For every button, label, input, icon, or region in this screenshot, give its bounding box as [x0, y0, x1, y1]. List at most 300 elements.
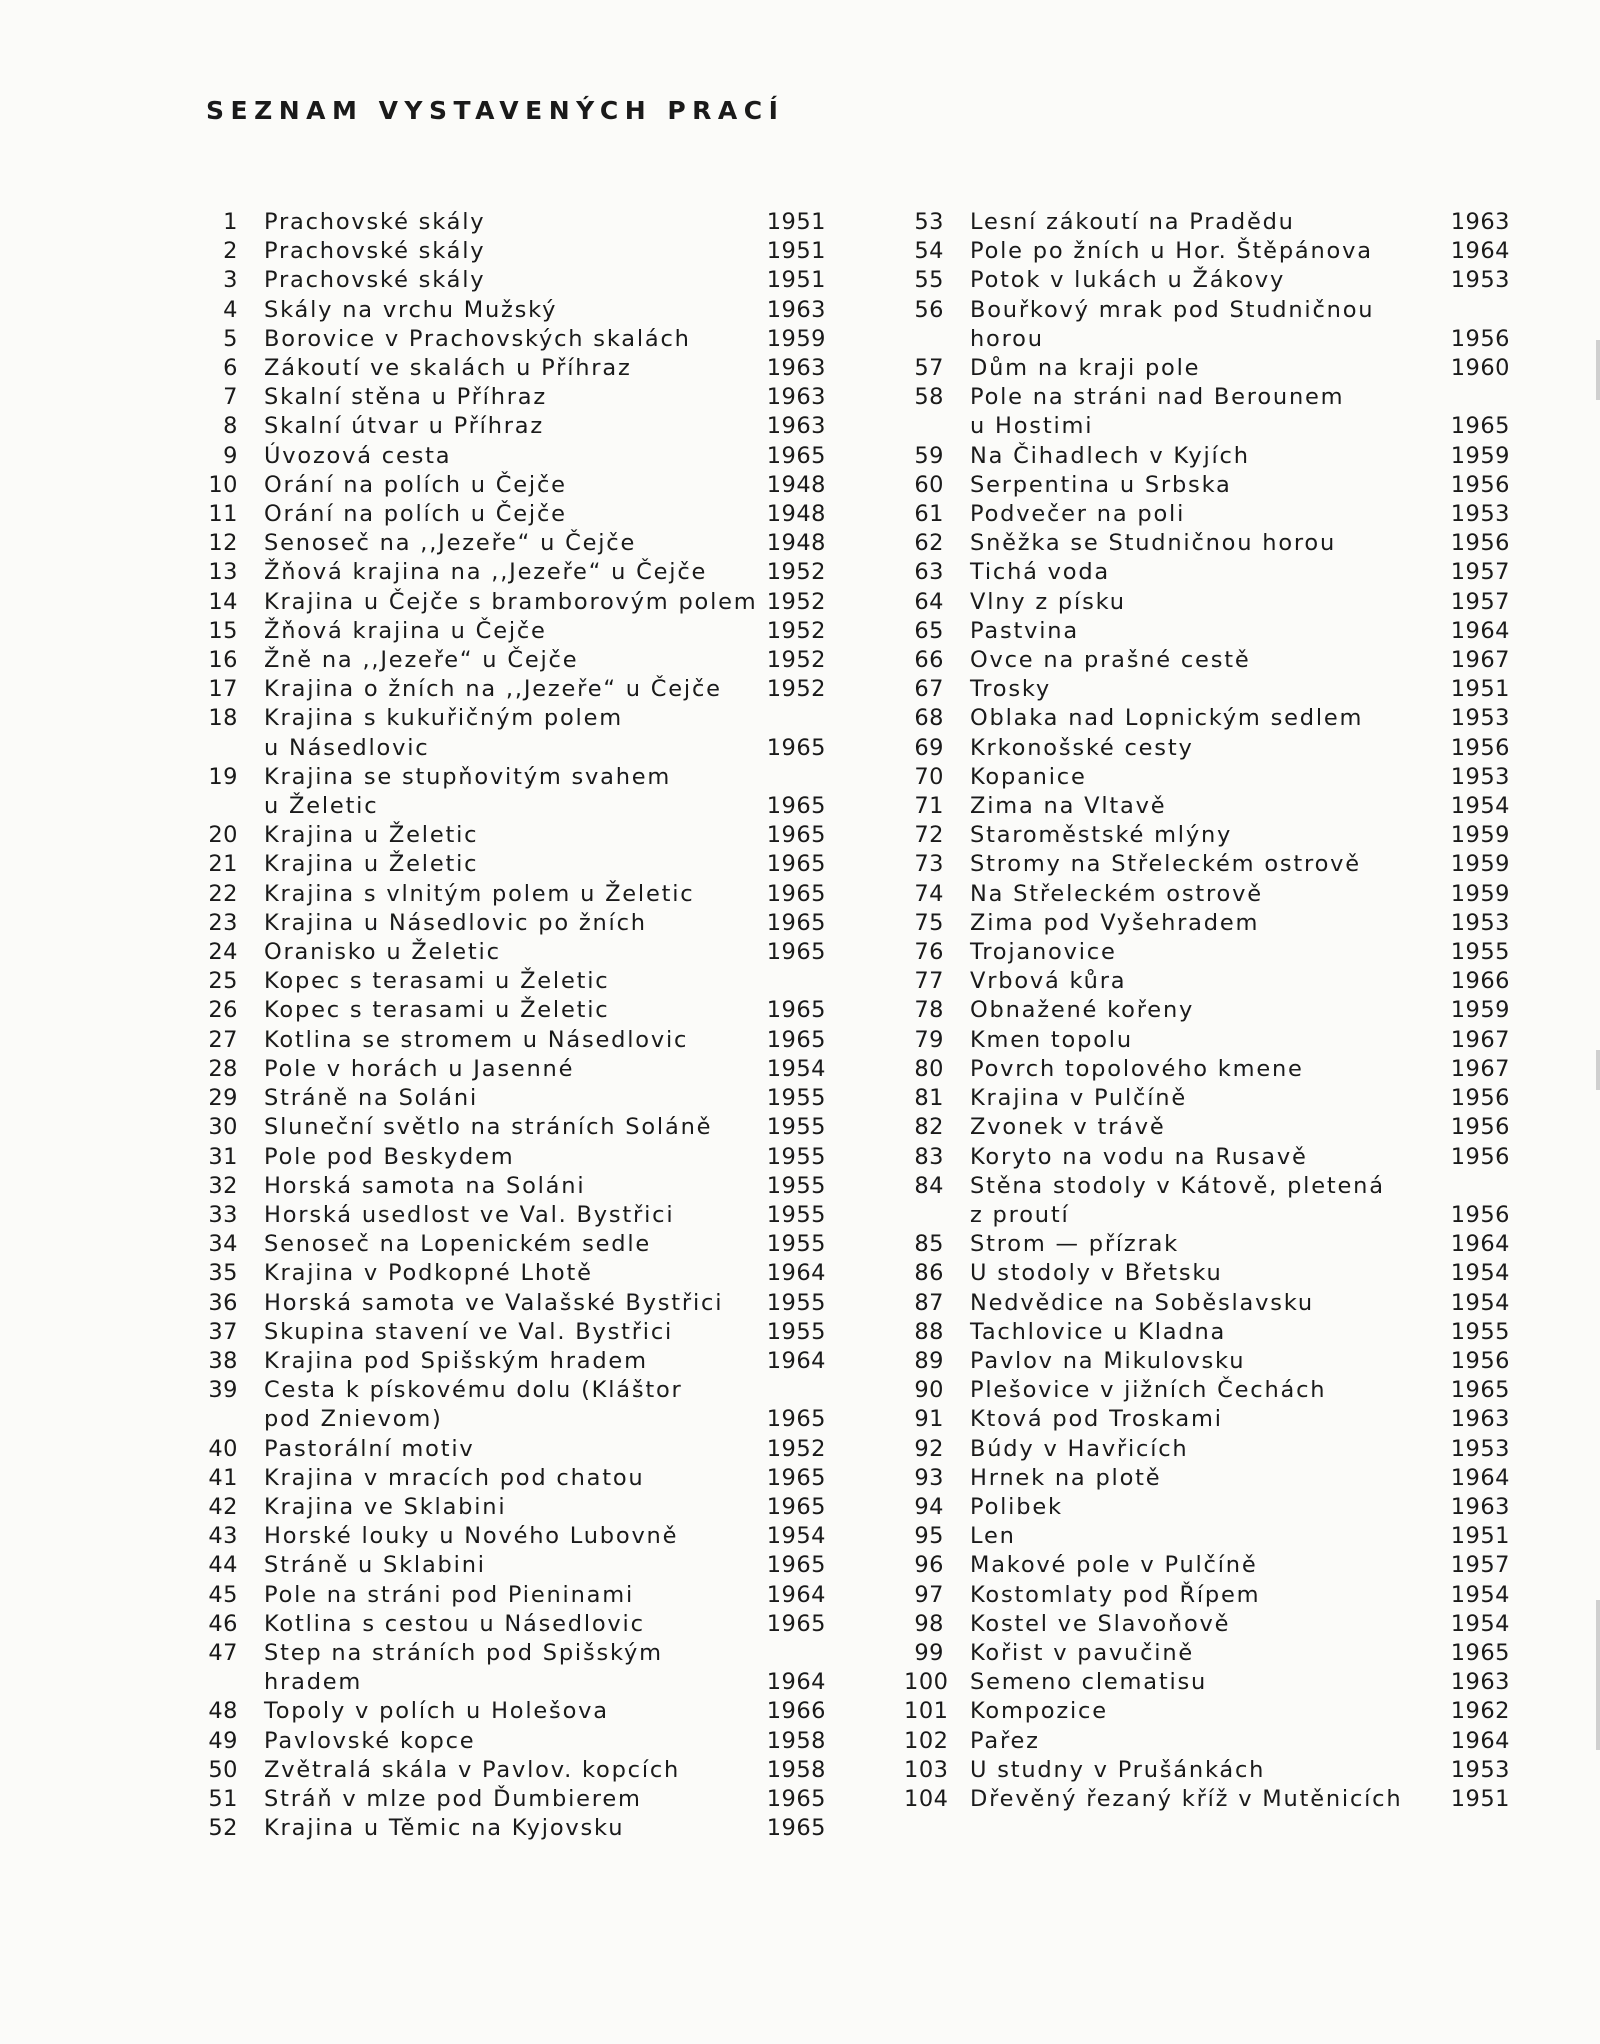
item-number: 24: [208, 939, 238, 966]
list-item: [204, 442, 826, 471]
item-title: Skalní stěna u Příhraz: [264, 384, 548, 411]
list-item: [904, 1347, 1510, 1376]
item-title: Krajina s vlnitým polem u Želetic: [264, 880, 695, 907]
item-year: 1951: [1450, 676, 1510, 703]
page-edge-shadow: [1596, 1050, 1600, 1090]
item-title: Sluneční světlo na stráních Soláně: [264, 1114, 713, 1141]
item-year: 1964: [766, 1260, 826, 1287]
item-number: 15: [208, 617, 238, 644]
item-year: 1959: [1450, 851, 1510, 878]
item-title: Skalní útvar u Příhraz: [264, 413, 545, 440]
item-year: 1956: [1450, 325, 1510, 352]
item-number: 89: [914, 1347, 944, 1374]
list-item: [204, 1259, 826, 1288]
item-title: Nedvědice na Soběslavsku: [970, 1289, 1314, 1316]
item-number: 51: [208, 1785, 238, 1812]
list-item: [204, 1113, 826, 1142]
item-year: 1965: [766, 1406, 826, 1433]
item-number: 59: [914, 442, 944, 469]
item-year: 1959: [1450, 822, 1510, 849]
item-year: 1965: [766, 793, 826, 820]
item-year: 1951: [1450, 1523, 1510, 1550]
item-number: 3: [223, 267, 238, 294]
page-title: SEZNAM VYSTAVENÝCH PRACÍ: [206, 96, 785, 125]
item-year: 1955: [766, 1318, 826, 1345]
item-title: Krajina v Pulčíně: [970, 1085, 1187, 1112]
item-title: Krajina pod Spišským hradem: [264, 1347, 648, 1374]
list-item: [904, 1172, 1510, 1230]
item-title: Kotlina s cestou u Násedlovic: [264, 1610, 645, 1637]
item-number: 86: [914, 1260, 944, 1287]
item-year: 1959: [1450, 997, 1510, 1024]
item-year: 1955: [766, 1201, 826, 1228]
item-year: 1959: [766, 325, 826, 352]
item-year: 1955: [766, 1085, 826, 1112]
list-item: [204, 296, 826, 325]
list-item: [904, 1405, 1510, 1434]
item-year: 1956: [1450, 1347, 1510, 1374]
item-year: 1963: [766, 296, 826, 323]
list-item: [904, 1551, 1510, 1580]
list-item: [204, 880, 826, 909]
item-title: Kopec s terasami u Želetic: [264, 968, 610, 995]
item-year: 1964: [1450, 1231, 1510, 1258]
item-year: 1954: [1450, 793, 1510, 820]
item-number: 96: [914, 1552, 944, 1579]
item-year: 1953: [1450, 763, 1510, 790]
item-year: 1965: [1450, 1377, 1510, 1404]
list-item: [204, 1756, 826, 1785]
item-title: Krajina ve Sklabini: [264, 1493, 507, 1520]
list-item: [204, 1084, 826, 1113]
item-title: Tachlovice u Kladna: [970, 1318, 1227, 1345]
item-title: Kopanice: [970, 763, 1087, 790]
item-number: 7: [223, 384, 238, 411]
item-number: 40: [208, 1435, 238, 1462]
item-number: 103: [904, 1756, 949, 1783]
item-year: 1963: [766, 413, 826, 440]
item-number: 39: [208, 1377, 238, 1404]
list-item: [904, 1639, 1510, 1668]
item-title: Pastvina: [970, 617, 1079, 644]
item-number: 92: [914, 1435, 944, 1462]
item-number: 71: [914, 793, 944, 820]
item-number: 90: [914, 1377, 944, 1404]
item-title: Kořist v pavučině: [970, 1639, 1195, 1666]
item-title: Pavlovské kopce: [264, 1727, 476, 1754]
item-year: 1956: [1450, 1143, 1510, 1170]
item-year: 1948: [766, 501, 826, 528]
item-title: Oblaka nad Lopnickým sedlem: [970, 705, 1364, 732]
item-year: 1964: [766, 1669, 826, 1696]
item-number: 73: [914, 851, 944, 878]
item-number: 23: [208, 909, 238, 936]
item-title: Trosky: [970, 676, 1052, 703]
item-year: 1955: [766, 1172, 826, 1199]
item-number: 6: [223, 355, 238, 382]
item-number: 81: [914, 1085, 944, 1112]
item-title: Krajina s kukuřičným polem u Násedlovic: [264, 705, 623, 761]
item-number: 33: [208, 1201, 238, 1228]
item-number: 61: [914, 501, 944, 528]
list-item: [904, 237, 1510, 266]
item-number: 52: [208, 1815, 238, 1842]
list-item: [204, 325, 826, 354]
item-title: Step na stráních pod Spišským hradem: [264, 1639, 663, 1696]
list-item: [204, 208, 826, 237]
item-title: Žňová krajina u Čejče: [264, 617, 547, 644]
list-item: [904, 967, 1510, 996]
list-item: [204, 1551, 826, 1580]
item-number: 20: [208, 822, 238, 849]
item-title: Krajina v Podkopné Lhotě: [264, 1260, 593, 1287]
list-item: [904, 646, 1510, 675]
item-number: 5: [223, 325, 238, 352]
list-item: [204, 588, 826, 617]
item-year: 1957: [1450, 1552, 1510, 1579]
item-title: Pastorální motiv: [264, 1435, 475, 1462]
item-title: Plešovice v jižních Čechách: [970, 1377, 1327, 1404]
item-number: 65: [914, 617, 944, 644]
item-title: Makové pole v Pulčíně: [970, 1552, 1258, 1579]
works-list-right: [904, 208, 1510, 1814]
item-title: Krajina u Těmic na Kyjovsku: [264, 1815, 625, 1842]
list-item: [904, 588, 1510, 617]
item-title: Hrnek na plotě: [970, 1464, 1162, 1491]
item-year: 1955: [766, 1114, 826, 1141]
item-year: 1956: [1450, 530, 1510, 557]
list-item: [904, 266, 1510, 295]
item-number: 36: [208, 1289, 238, 1316]
item-title: Polibek: [970, 1493, 1063, 1520]
item-year: 1965: [766, 1026, 826, 1053]
item-number: 44: [208, 1552, 238, 1579]
item-year: 1965: [766, 1464, 826, 1491]
item-number: 49: [208, 1727, 238, 1754]
item-year: 1965: [766, 734, 826, 761]
item-year: 1963: [766, 384, 826, 411]
item-year: 1965: [766, 1815, 826, 1842]
list-item: [204, 1493, 826, 1522]
list-item: [204, 266, 826, 295]
list-item: [204, 1172, 826, 1201]
item-number: 31: [208, 1143, 238, 1170]
item-year: 1954: [1450, 1610, 1510, 1637]
item-year: 1951: [766, 267, 826, 294]
list-item: [204, 1785, 826, 1814]
item-title: Oranisko u Želetic: [264, 939, 501, 966]
item-number: 94: [914, 1493, 944, 1520]
item-number: 43: [208, 1523, 238, 1550]
item-title: Pole v horách u Jasenné: [264, 1055, 575, 1082]
list-item: [204, 237, 826, 266]
list-item: [904, 1697, 1510, 1726]
item-year: 1956: [1450, 1085, 1510, 1112]
item-year: 1965: [766, 939, 826, 966]
item-year: 1965: [766, 1552, 826, 1579]
item-year: 1953: [1450, 1756, 1510, 1783]
item-number: 13: [208, 559, 238, 586]
list-item: [904, 617, 1510, 646]
item-year: 1953: [1450, 1435, 1510, 1462]
page-edge-shadow: [1596, 340, 1600, 400]
list-item: [204, 938, 826, 967]
list-item: [204, 471, 826, 500]
item-title: Pařez: [970, 1727, 1040, 1754]
item-title: Len: [970, 1523, 1016, 1550]
list-item: [904, 1610, 1510, 1639]
list-item: [204, 1814, 826, 1843]
item-year: 1952: [766, 588, 826, 615]
item-title: Dům na kraji pole: [970, 355, 1201, 382]
item-number: 87: [914, 1289, 944, 1316]
item-title: Serpentina u Srbska: [970, 471, 1232, 498]
list-item: [904, 1493, 1510, 1522]
item-number: 26: [208, 997, 238, 1024]
item-year: 1967: [1450, 1026, 1510, 1053]
item-year: 1956: [1450, 471, 1510, 498]
item-year: 1948: [766, 471, 826, 498]
item-number: 17: [208, 676, 238, 703]
item-number: 47: [208, 1639, 238, 1666]
item-title: Zima na Vltavě: [970, 793, 1167, 820]
item-number: 4: [223, 296, 238, 323]
item-year: 1958: [766, 1756, 826, 1783]
item-title: Cesta k pískovému dolu (Kláštor pod Znievom): [264, 1377, 683, 1433]
list-item: [204, 1639, 826, 1697]
list-item: [204, 1376, 826, 1434]
item-title: Lesní zákoutí na Pradědu: [970, 209, 1295, 235]
item-title: Krajina se stupňovitým svahem u Želetic: [264, 763, 672, 820]
item-title: Horská usedlost ve Val. Bystřici: [264, 1201, 675, 1228]
item-number: 18: [208, 705, 238, 732]
list-item: [904, 442, 1510, 471]
item-year: 1965: [1450, 1639, 1510, 1666]
item-number: 95: [914, 1523, 944, 1550]
item-year: 1963: [1450, 1669, 1510, 1696]
item-year: 1948: [766, 530, 826, 557]
list-item: [204, 704, 826, 762]
list-item: [204, 1347, 826, 1376]
item-title: Podvečer na poli: [970, 501, 1186, 528]
item-number: 35: [208, 1260, 238, 1287]
item-number: 80: [914, 1055, 944, 1082]
item-title: Krajina u Násedlovic po žních: [264, 909, 647, 936]
item-number: 72: [914, 822, 944, 849]
list-item: [204, 1581, 826, 1610]
item-year: 1965: [766, 909, 826, 936]
list-item: [204, 850, 826, 879]
item-year: 1965: [766, 1610, 826, 1637]
item-number: 54: [914, 238, 944, 265]
item-year: 1951: [1450, 1785, 1510, 1812]
item-title: Krajina u Želetic: [264, 851, 479, 878]
item-title: Zima pod Vyšehradem: [970, 909, 1260, 936]
item-year: 1954: [1450, 1260, 1510, 1287]
works-list-left: [204, 208, 826, 1843]
item-number: 62: [914, 530, 944, 557]
item-title: Topoly v polích u Holešova: [264, 1698, 609, 1725]
page-edge-shadow: [1596, 1600, 1600, 1750]
item-number: 99: [914, 1639, 944, 1666]
list-item: [204, 558, 826, 587]
list-item: [904, 1435, 1510, 1464]
item-number: 56: [914, 296, 944, 323]
item-title: Stromy na Střeleckém ostrově: [970, 851, 1361, 878]
list-item: [204, 354, 826, 383]
list-item: [204, 529, 826, 558]
item-number: 76: [914, 939, 944, 966]
item-number: 32: [208, 1172, 238, 1199]
item-year: 1953: [1450, 267, 1510, 294]
item-year: 1965: [766, 822, 826, 849]
list-item: [204, 821, 826, 850]
item-title: Obnažené kořeny: [970, 997, 1195, 1024]
item-number: 83: [914, 1143, 944, 1170]
item-number: 46: [208, 1610, 238, 1637]
item-number: 98: [914, 1610, 944, 1637]
item-number: 104: [904, 1785, 949, 1812]
item-year: 1957: [1450, 559, 1510, 586]
item-year: 1965: [766, 442, 826, 469]
list-item: [204, 1727, 826, 1756]
item-number: 57: [914, 355, 944, 382]
item-title: Strom — přízrak: [970, 1231, 1180, 1258]
list-item: [904, 529, 1510, 558]
item-year: 1963: [1450, 1493, 1510, 1520]
item-year: 1964: [766, 1347, 826, 1374]
item-number: 60: [914, 471, 944, 498]
item-title: Prachovské skály: [264, 238, 486, 265]
item-title: Orání na polích u Čejče: [264, 471, 567, 498]
item-year: 1965: [766, 880, 826, 907]
item-number: 100: [904, 1669, 949, 1696]
item-year: 1955: [766, 1143, 826, 1170]
item-title: Skupina stavení ve Val. Bystřici: [264, 1318, 674, 1345]
item-title: Horská samota ve Valašské Bystřici: [264, 1289, 724, 1316]
item-number: 1: [223, 209, 238, 235]
item-year: 1966: [1450, 968, 1510, 995]
list-item: [204, 1610, 826, 1639]
list-item: [204, 909, 826, 938]
item-year: 1952: [766, 676, 826, 703]
item-title: Pole na stráni nad Berounem u Hostimi: [970, 384, 1345, 440]
item-title: Kmen topolu: [970, 1026, 1133, 1053]
item-number: 58: [914, 384, 944, 411]
item-year: 1953: [1450, 501, 1510, 528]
item-title: Pole na stráni pod Pieninami: [264, 1581, 635, 1608]
item-title: Ovce na prašné cestě: [970, 647, 1251, 674]
item-title: U studny v Prušánkách: [970, 1756, 1266, 1783]
item-title: Horské louky u Nového Lubovně: [264, 1523, 679, 1550]
item-title: Pavlov na Mikulovsku: [970, 1347, 1246, 1374]
item-year: 1967: [1450, 1055, 1510, 1082]
item-title: Horská samota na Soláni: [264, 1172, 586, 1199]
item-number: 75: [914, 909, 944, 936]
list-item: [904, 1143, 1510, 1172]
item-number: 55: [914, 267, 944, 294]
list-item: [204, 412, 826, 441]
list-item: [904, 704, 1510, 733]
item-year: 1951: [766, 209, 826, 235]
item-number: 42: [208, 1493, 238, 1520]
item-year: 1964: [1450, 238, 1510, 265]
item-number: 79: [914, 1026, 944, 1053]
item-title: Na Střeleckém ostrově: [970, 880, 1263, 907]
list-item: [904, 821, 1510, 850]
item-number: 45: [208, 1581, 238, 1608]
item-year: 1956: [1450, 1114, 1510, 1141]
item-year: 1954: [1450, 1289, 1510, 1316]
item-year: 1956: [1450, 1201, 1510, 1228]
item-number: 91: [914, 1406, 944, 1433]
list-item: [904, 1464, 1510, 1493]
item-title: Zvonek v trávě: [970, 1114, 1166, 1141]
item-number: 50: [208, 1756, 238, 1783]
item-number: 34: [208, 1231, 238, 1258]
item-title: Prachovské skály: [264, 209, 486, 235]
item-title: Kostel ve Slavoňově: [970, 1610, 1231, 1637]
list-item: [204, 1435, 826, 1464]
item-title: Úvozová cesta: [264, 442, 452, 469]
item-number: 14: [208, 588, 238, 615]
list-item: [904, 792, 1510, 821]
item-title: Trojanovice: [970, 939, 1117, 966]
item-year: 1965: [766, 1493, 826, 1520]
item-year: 1955: [1450, 1318, 1510, 1345]
item-year: 1963: [1450, 1406, 1510, 1433]
item-number: 11: [208, 501, 238, 528]
item-number: 69: [914, 734, 944, 761]
list-item: [904, 500, 1510, 529]
list-item: [204, 383, 826, 412]
item-year: 1957: [1450, 588, 1510, 615]
item-title: Žně na ,,Jezeře“ u Čejče: [264, 647, 579, 674]
list-item: [204, 996, 826, 1025]
item-title: Žňová krajina na ,,Jezeře“ u Čejče: [264, 559, 708, 586]
list-item: [204, 1055, 826, 1084]
item-year: 1955: [766, 1231, 826, 1258]
list-item: [904, 1376, 1510, 1405]
item-number: 21: [208, 851, 238, 878]
item-year: 1967: [1450, 647, 1510, 674]
list-item: [904, 1581, 1510, 1610]
item-title: Pole po žních u Hor. Štěpánova: [970, 238, 1373, 265]
item-title: Staroměstské mlýny: [970, 822, 1233, 849]
item-title: Zvětralá skála v Pavlov. kopcích: [264, 1756, 681, 1783]
item-year: 1951: [766, 238, 826, 265]
item-year: 1965: [766, 1785, 826, 1812]
list-item: [904, 909, 1510, 938]
item-year: 1962: [1450, 1698, 1510, 1725]
item-number: 67: [914, 676, 944, 703]
item-title: Krajina v mracích pod chatou: [264, 1464, 645, 1491]
item-number: 10: [208, 471, 238, 498]
item-title: Pole pod Beskydem: [264, 1143, 515, 1170]
list-item: [904, 734, 1510, 763]
item-title: Na Čihadlech v Kyjích: [970, 442, 1250, 469]
item-year: 1958: [766, 1727, 826, 1754]
item-title: Zákoutí ve skalách u Příhraz: [264, 355, 632, 382]
list-item: [204, 967, 826, 996]
item-year: 1959: [1450, 442, 1510, 469]
item-title: Vlny z písku: [970, 588, 1126, 615]
list-item: [904, 354, 1510, 383]
list-item: [904, 1756, 1510, 1785]
item-year: 1954: [766, 1055, 826, 1082]
list-item: [204, 1026, 826, 1055]
item-number: 25: [208, 968, 238, 995]
